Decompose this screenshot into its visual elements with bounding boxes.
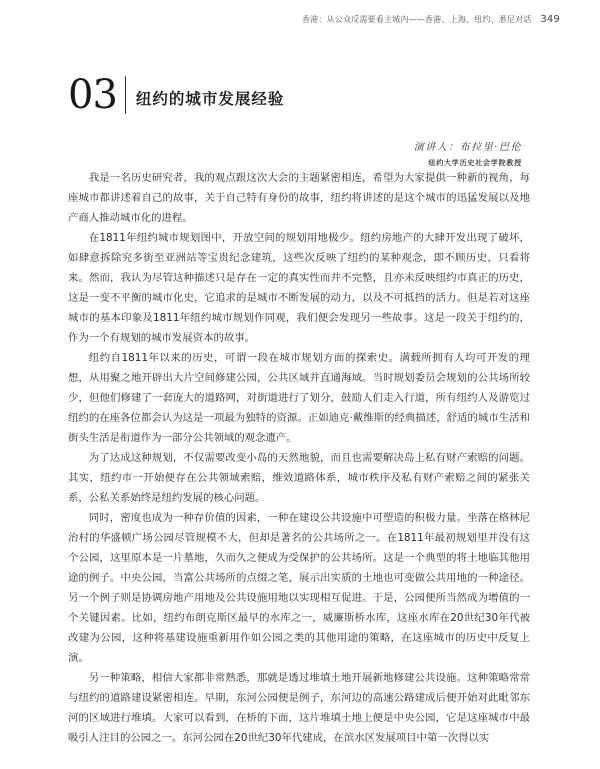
paragraph: 为了达成这种规划，不仅需要改变小岛的天然地貌，而且也需要解决岛上私有财产索赔的问题。其实，纽约市一开始便存在公共领域索赔，维效道路体系，城市秩序及私有财产索赔之间的紧张关系，公私关系始终是纽约发展的核心问题。 <box>68 452 530 504</box>
running-title: 香港：从公众反需要看主城内——香港、上海、纽约、悉尼对话 <box>301 15 532 24</box>
paragraph: 我是一名历史研究者，我的观点跟这次大会的主题紧密相连，希望为大家提供一种新的视角，每座城市都讲述着自己的故事，关于自己特有身份的故事，纽约将讲述的是这个城市的迅猛发展以及地产商人推动城市化的进程。 <box>68 172 530 224</box>
paragraph: 纽约自1811年以来的历史，可谓一段在城市规划方面的探索史。满载所拥有人均可开发的理想，从用聚之地开辟出大片空间修建公园，公共区域并直通海域。当时规划委员会规划的公共场所较少，但他们修建了一套庞大的道路网，对街道进行了划分，鼓励人们走入行道，所有纽约人及游览过纽约的在座各位都会认为这是一项最为独特的资源。正如迪克·戴维斯的经典描述，舒适的城市生活和街头生活是衔道作为一部分公共领域的观念遗产。 <box>68 352 530 444</box>
chapter-divider <box>125 76 126 114</box>
paragraph: 同时，密度也成为一种存价值的因素，一种在建设公共设施中可塑造的积极力量。坐落在格林尼治村的华盛顿广场公园尽管规模不大，但却是著名的公共场所之一。在1811年最初规划里并没有这个公园，这里原本是一片墓地，久而久之便成为受保护的公共场所。这是一个典型的将土地临其他用途的例子。中央公园，当富公共场所的点缀之笔，展示出实质的土地也可变做公共用地的一种途径。另一个例子则是协调房地产用地及公共设施用地以实现相互促进。于是，公园便所当然成为增值的一个关键因素。比如，纽约布朗克斯区最早的水库之一，威廉斯桥水库，这座水库在20世纪30年代被改建为公园，这种将基建设施重新用作如公园之类的其他用途的策略，在这座城市的历史中反复上演。 <box>68 512 530 664</box>
speaker-line: 演讲人：布拉里·巴伦 <box>413 142 522 153</box>
paragraph: 在1811年纽约城市规划图中，开放空间的规划用地极少。纽约房地产的大肆开发出现了破坏，如肆意拆除究多街至亚洲站等宝贵纪念建筑，这些次反映了纽约的某种观念，即不顾历史，只看将来。然而，我认为尽管这种描述只是存在一定的真实性而并不完整，且亦未反映纽约市真正的历史，这是一变不平衡的城市化史，它追求的是城市不断发展的动力，以及不可抵挡的活力。但是若对这座城市的基本印象及1811年纽约城市规划作同观，我们便会发现另一些故事。这是一段关于纽约的，作为一个有规划的城市发展资本的故事。 <box>68 232 530 344</box>
page-number: 349 <box>540 14 560 25</box>
chapter-title: 纽约的城市发展经验 <box>135 90 285 108</box>
body-text <box>68 168 530 748</box>
chapter-heading <box>68 70 284 120</box>
running-head <box>302 14 560 25</box>
speaker-affiliation: 纽约大学历史社会学院教授 <box>428 158 522 167</box>
paragraph: 另一种策略，相信大家都非常熟悉，那就是透过堆填土地开展新地修建公共设施。这种策略常常与纽约的道路建设紧密相连。早期，东河公园便是例子，东河边的高速公路建成后便开始对此毗邻东河的区域进行堆填。大家可以看到，在桥的下面，这片堆填土地上便是中央公园，它是这座城市中最吸引人注目的公园之一。东河公园在20世纪30年代建成，在滨水区发展项目中第一次得以实 <box>68 672 530 744</box>
chapter-number: 03 <box>68 72 117 118</box>
